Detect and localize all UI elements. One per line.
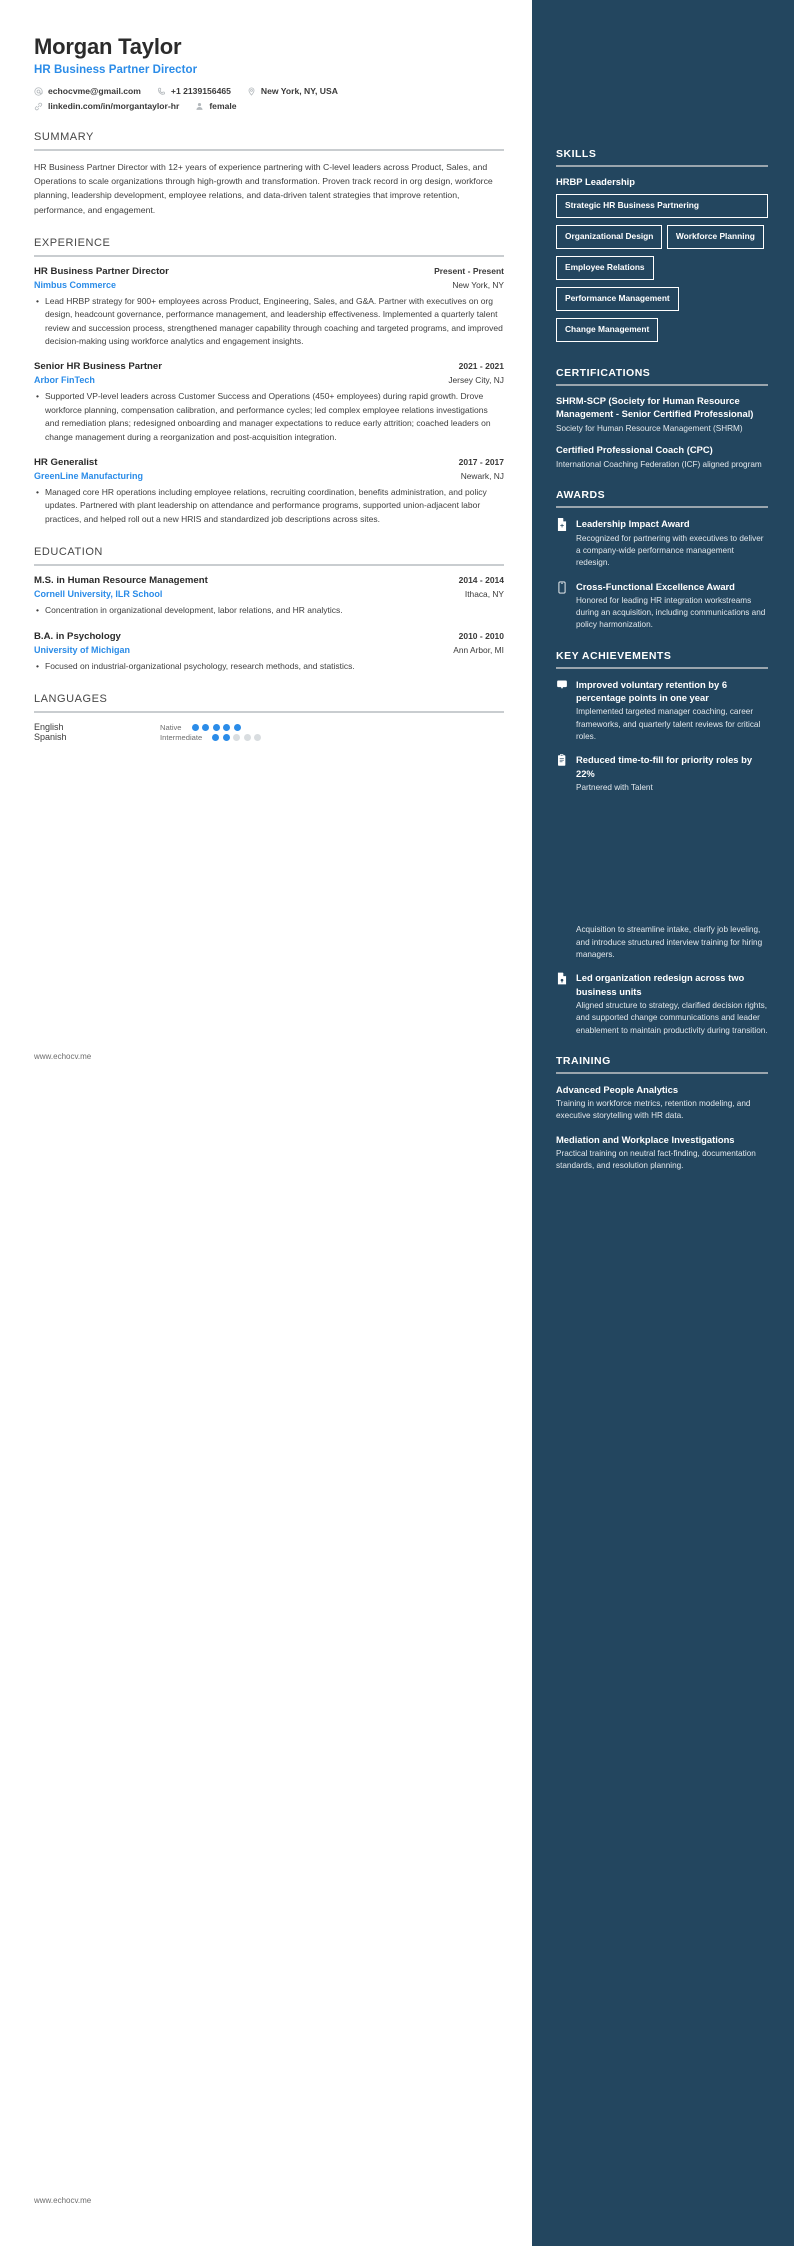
location-icon [247,87,256,96]
rating-dot [202,724,209,731]
divider [556,667,768,669]
section-languages-title: LANGUAGES [34,693,108,706]
document-plus-icon [556,518,568,531]
candidate-role: HR Business Partner Director [34,64,198,77]
training-description: Practical training on neutral fact-finding, documentation standards, and resolution planning. [556,1149,756,1171]
achievement-description-continued: Acquisition to streamline intake, clarify job leveling, and introduce structured interview training for hiring managers. [576,925,763,959]
language-item [34,732,266,742]
certification-name: Certified Professional Coach (CPC) [556,444,713,456]
speech-bubble-icon [556,679,568,692]
contact-gender-value: female [209,101,237,112]
contact-location [247,86,338,96]
language-rating [192,724,241,731]
training-name: Advanced People Analytics [556,1083,679,1095]
document-lock-icon [556,972,568,985]
divider [556,384,768,386]
training-item [556,1083,768,1123]
page-break-gap [556,804,768,924]
award-item [556,580,768,632]
job-bullet: • Lead HRBP strategy for 900+ employees across Product, Engineering, Sales, and G&A. Partner with executives on org design, headcount governance, performance management, and leadership effectiveness. Implemented a quarterly talent review and succession process, strengthened manager capability through coaching and targeted programs, and improved decision-making using workforce analytics and engagement insights. [45,295,504,349]
achievement-title: Reduced time-to-fill for priority roles by 22% [576,754,753,779]
skill-chip: Workforce Planning [667,225,764,249]
sidebar-section-skills [556,148,768,349]
rating-dot [254,734,261,741]
clipboard-icon [556,754,568,767]
link-icon [34,102,43,111]
job-company: GreenLine Manufacturing [34,471,144,482]
award-item [556,517,768,569]
certification-issuer: International Coaching Federation (ICF) aligned program [556,460,762,470]
rating-dot [223,734,230,741]
rating-dot [223,724,230,731]
contact-gender [195,101,236,111]
contact-phone[interactable] [157,86,231,96]
section-experience-title: EXPERIENCE [34,236,111,249]
language-rating [212,734,261,741]
award-description: Honored for leading HR integration workstreams during an acquisition, including communications and policy harmonization. [576,595,766,630]
divider [556,165,768,167]
job-title: Senior HR Business Partner [34,361,162,373]
person-icon [195,102,204,111]
header-block [34,34,504,111]
sidebar-section-awards [556,489,768,631]
award-description: Recognized for partnering with executives to deliver a company-wide performance management redesign. [576,533,764,568]
rating-dot [192,724,199,731]
candidate-name: Morgan Taylor [34,34,182,59]
section-experience [34,237,504,527]
job-bullet: • Managed core HR operations including employee relations, recruiting coordination, benefits administration, and policy updates. Partnered with plant leadership on attendance and performance programs, supported union-adjacent labor practices, and helped roll out a new HRIS and standardized job descriptions across sites. [45,486,504,526]
job-bullets [34,486,504,526]
achievement-title: Improved voluntary retention by 6 percentage points in one year [576,678,728,704]
school-location: Ann Arbor, MI [453,644,504,655]
job-location: New York, NY [452,279,504,290]
training-name: Mediation and Workplace Investigations [556,1133,735,1145]
job-dates: 2017 - 2017 [458,457,504,468]
sidebar-awards-title: AWARDS [556,489,606,502]
skill-chip: Organizational Design [556,225,662,249]
contact-linkedin-value: linkedin.com/in/morgantaylor-hr [48,101,180,112]
contact-row-2 [34,101,504,111]
skill-chip: Performance Management [556,287,679,311]
contact-phone-value: +1 2139156465 [170,86,231,97]
education-entry [34,631,504,673]
certification-item [556,395,768,435]
page-footer-url[interactable]: www.echocv.me [34,2196,92,2205]
section-languages [34,693,504,742]
sidebar-skills-title: SKILLS [556,148,597,160]
job-company: Nimbus Commerce [34,279,117,290]
section-education [34,546,504,673]
job-company: Arbor FinTech [34,375,95,386]
experience-entry [34,457,504,526]
job-bullets [34,390,504,444]
sidebar-key-achievements-title: KEY ACHIEVEMENTS [556,649,672,662]
job-bullets [34,295,504,349]
degree-bullets [34,604,504,617]
degree-dates: 2014 - 2014 [458,575,504,586]
page-footer-url[interactable]: www.echocv.me [34,1052,92,1061]
rating-dot [234,724,241,731]
rating-dot [212,734,219,741]
certification-name: SHRM-SCP (Society for Human Resource Management - Senior Certified Professional) [556,394,754,419]
achievement-item [556,753,768,794]
divider [34,564,504,566]
language-level: Native [160,722,182,732]
degree-title: M.S. in Human Resource Management [34,575,208,587]
section-education-title: EDUCATION [34,546,103,559]
contact-location-value: New York, NY, USA [260,86,338,97]
contact-details [34,86,504,111]
degree-bullet: • Focused on industrial-organizational psychology, research methods, and statistics. [45,660,504,673]
job-title: HR Generalist [34,457,98,469]
summary-text: HR Business Partner Director with 12+ years of experience partnering with C-level leaders across Product, Sales, and Operations to scale organizations through high-growth and transformation. Proven track record in org design, workforce planning, leadership development, employee relations, and data-driven talent strategies that improve retention, performance, and engagement. [34,162,493,215]
divider [34,711,504,713]
skill-chip: Change Management [556,318,658,342]
divider [556,506,768,508]
sidebar [532,0,794,2246]
training-item [556,1133,768,1173]
sidebar-certifications-title: CERTIFICATIONS [556,366,651,379]
language-item [34,722,266,732]
school-location: Ithaca, NY [464,589,504,600]
sidebar-section-certifications [556,367,768,472]
degree-dates: 2010 - 2010 [458,630,504,641]
skills-group-label: HRBP Leadership [556,176,636,187]
job-location: Newark, NJ [460,471,504,482]
job-dates: Present - Present [434,265,504,276]
section-summary [34,131,504,216]
divider [556,1072,768,1074]
certification-issuer: Society for Human Resource Management (SHRM) [556,423,743,433]
phone-icon [157,87,166,96]
degree-bullets [34,660,504,673]
skill-chip: Employee Relations [556,256,654,280]
rating-dot [233,734,240,741]
degree-bullet: • Concentration in organizational development, labor relations, and HR analytics. [45,604,504,617]
achievement-description: Implemented targeted manager coaching, career frameworks, and quarterly talent reviews for critical roles. [576,707,761,742]
experience-entry [34,361,504,444]
experience-entry [34,266,504,349]
contact-row-1 [34,86,504,96]
degree-title: B.A. in Psychology [34,630,121,642]
job-dates: 2021 - 2021 [458,361,504,372]
rating-dot [244,734,251,741]
job-location: Jersey City, NJ [448,375,504,386]
achievement-item [556,678,768,744]
sidebar-section-training [556,1055,768,1173]
contact-linkedin[interactable] [34,101,179,111]
sidebar-section-key-achievements [556,650,768,1037]
achievement-title: Led organization redesign across two business units [576,972,745,997]
school-name: University of Michigan [34,644,131,655]
device-icon [556,581,568,594]
achievement-item [556,971,768,1037]
training-description: Training in workforce metrics, retention modeling, and executive storytelling with HR data. [556,1099,751,1121]
contact-email[interactable] [34,86,141,96]
language-level: Intermediate [160,732,203,742]
sidebar-training-title: TRAINING [556,1054,611,1067]
divider [34,149,504,151]
school-name: Cornell University, ILR School [34,589,163,600]
achievement-description: Partnered with Talent [576,783,653,793]
job-bullet: • Supported VP-level leaders across Customer Success and Operations (450+ employees) during rapid growth. Drove workforce planning, compensation calibration, and performance cycles; led complex employee relations investigations and remediation plans; redesigned onboarding and manager expectations to reduce early attrition; coached leaders on change management during a reorganization and post-acquisition integration. [45,390,504,444]
skill-chip: Strategic HR Business Partnering [556,194,768,218]
language-name: Spanish [34,732,67,743]
award-title: Cross-Functional Excellence Award [576,580,735,592]
job-title: HR Business Partner Director [34,265,169,277]
divider [34,255,504,257]
languages-list [34,722,504,742]
award-title: Leadership Impact Award [576,518,690,530]
section-summary-title: SUMMARY [34,131,94,144]
email-icon [34,87,43,96]
contact-email-value: echocvme@gmail.com [48,86,141,97]
certification-item [556,444,768,471]
achievement-description: Aligned structure to strategy, clarified decision rights, and supported change communications and leader enablement to maintain productivity during transition. [576,1000,768,1035]
language-name: English [34,722,64,733]
rating-dot [213,724,220,731]
education-entry [34,575,504,617]
